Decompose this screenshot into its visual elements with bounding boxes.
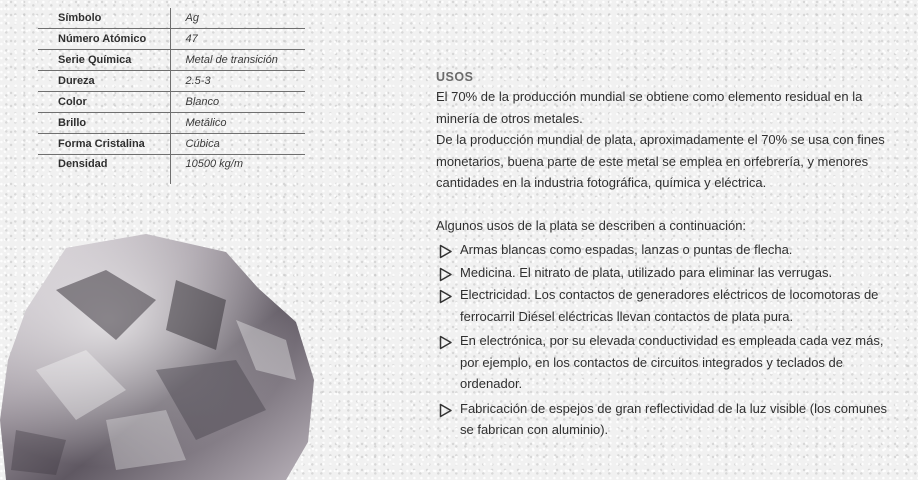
table-row bbox=[38, 71, 305, 92]
property-label: Forma Cristalina bbox=[38, 134, 170, 155]
list-item-text: Fabricación de espejos de gran reflectividad de la luz visible (los comunes se fabrican con aluminio). bbox=[460, 400, 888, 437]
property-value: Cúbica bbox=[170, 134, 305, 155]
table-row bbox=[38, 8, 305, 29]
table-row bbox=[38, 113, 305, 134]
table-row bbox=[38, 155, 305, 185]
play-arrow-outline-icon bbox=[438, 267, 453, 282]
play-arrow-outline-icon bbox=[438, 244, 453, 259]
property-value: Metal de transición bbox=[170, 50, 305, 71]
property-value: Blanco bbox=[170, 92, 305, 113]
list-item bbox=[436, 239, 896, 261]
play-arrow-outline-icon bbox=[438, 403, 453, 418]
list-item bbox=[436, 330, 896, 395]
table-row bbox=[38, 29, 305, 50]
property-value: 10500 kg/m bbox=[185, 158, 243, 170]
usos-intro: Algunos usos de la plata se describen a continuación: bbox=[436, 217, 747, 233]
usos-heading: USOS bbox=[436, 70, 474, 84]
property-label: Color bbox=[38, 92, 170, 113]
property-label: Número Atómico bbox=[38, 29, 170, 50]
play-arrow-outline-icon bbox=[438, 289, 453, 304]
list-item-text: Armas blancas como espadas, lanzas o puntas de flecha. bbox=[460, 242, 793, 257]
silver-nugget-image bbox=[0, 230, 322, 480]
list-item-text: Medicina. El nitrato de plata, utilizado para eliminar las verrugas. bbox=[460, 264, 833, 280]
property-label: Dureza bbox=[38, 71, 170, 92]
table-row bbox=[38, 92, 305, 113]
property-label: Serie Química bbox=[38, 50, 170, 71]
property-value: Ag bbox=[170, 8, 305, 29]
properties-table bbox=[38, 8, 305, 184]
property-label: Símbolo bbox=[38, 8, 170, 29]
property-value: 2.5-3 bbox=[170, 71, 305, 92]
property-label: Densidad bbox=[38, 155, 170, 185]
property-value: 47 bbox=[170, 29, 305, 50]
usos-list bbox=[436, 239, 896, 441]
usos-paragraph-2: De la producción mundial de plata, aproximadamente el 70% se usa con fines monetarios, buena parte de este metal se emplea en orfebrería, y menores cantidades en la industria fotográfica, química y eléctrica. bbox=[436, 132, 885, 190]
list-item bbox=[436, 262, 896, 284]
property-value: Metálico bbox=[170, 113, 305, 134]
play-arrow-outline-icon bbox=[438, 335, 453, 350]
list-item-text: En electrónica, por su elevada conductividad es empleada cada vez más, por ejemplo, en los contactos de circuitos integrados y teclados de ordenador. bbox=[460, 333, 884, 391]
table-row bbox=[38, 134, 305, 155]
list-item-text: Electricidad. Los contactos de generadores eléctricos de locomotoras de ferrocarril Diésel eléctricas llevan contactos de plata pura. bbox=[460, 287, 879, 324]
usos-paragraph-1: El 70% de la producción mundial se obtiene como elemento residual en la minería de otros metales. bbox=[436, 89, 863, 126]
property-label: Brillo bbox=[38, 113, 170, 134]
list-item bbox=[436, 284, 896, 327]
list-item bbox=[436, 398, 896, 441]
table-row bbox=[38, 50, 305, 71]
usos-section bbox=[436, 68, 896, 442]
